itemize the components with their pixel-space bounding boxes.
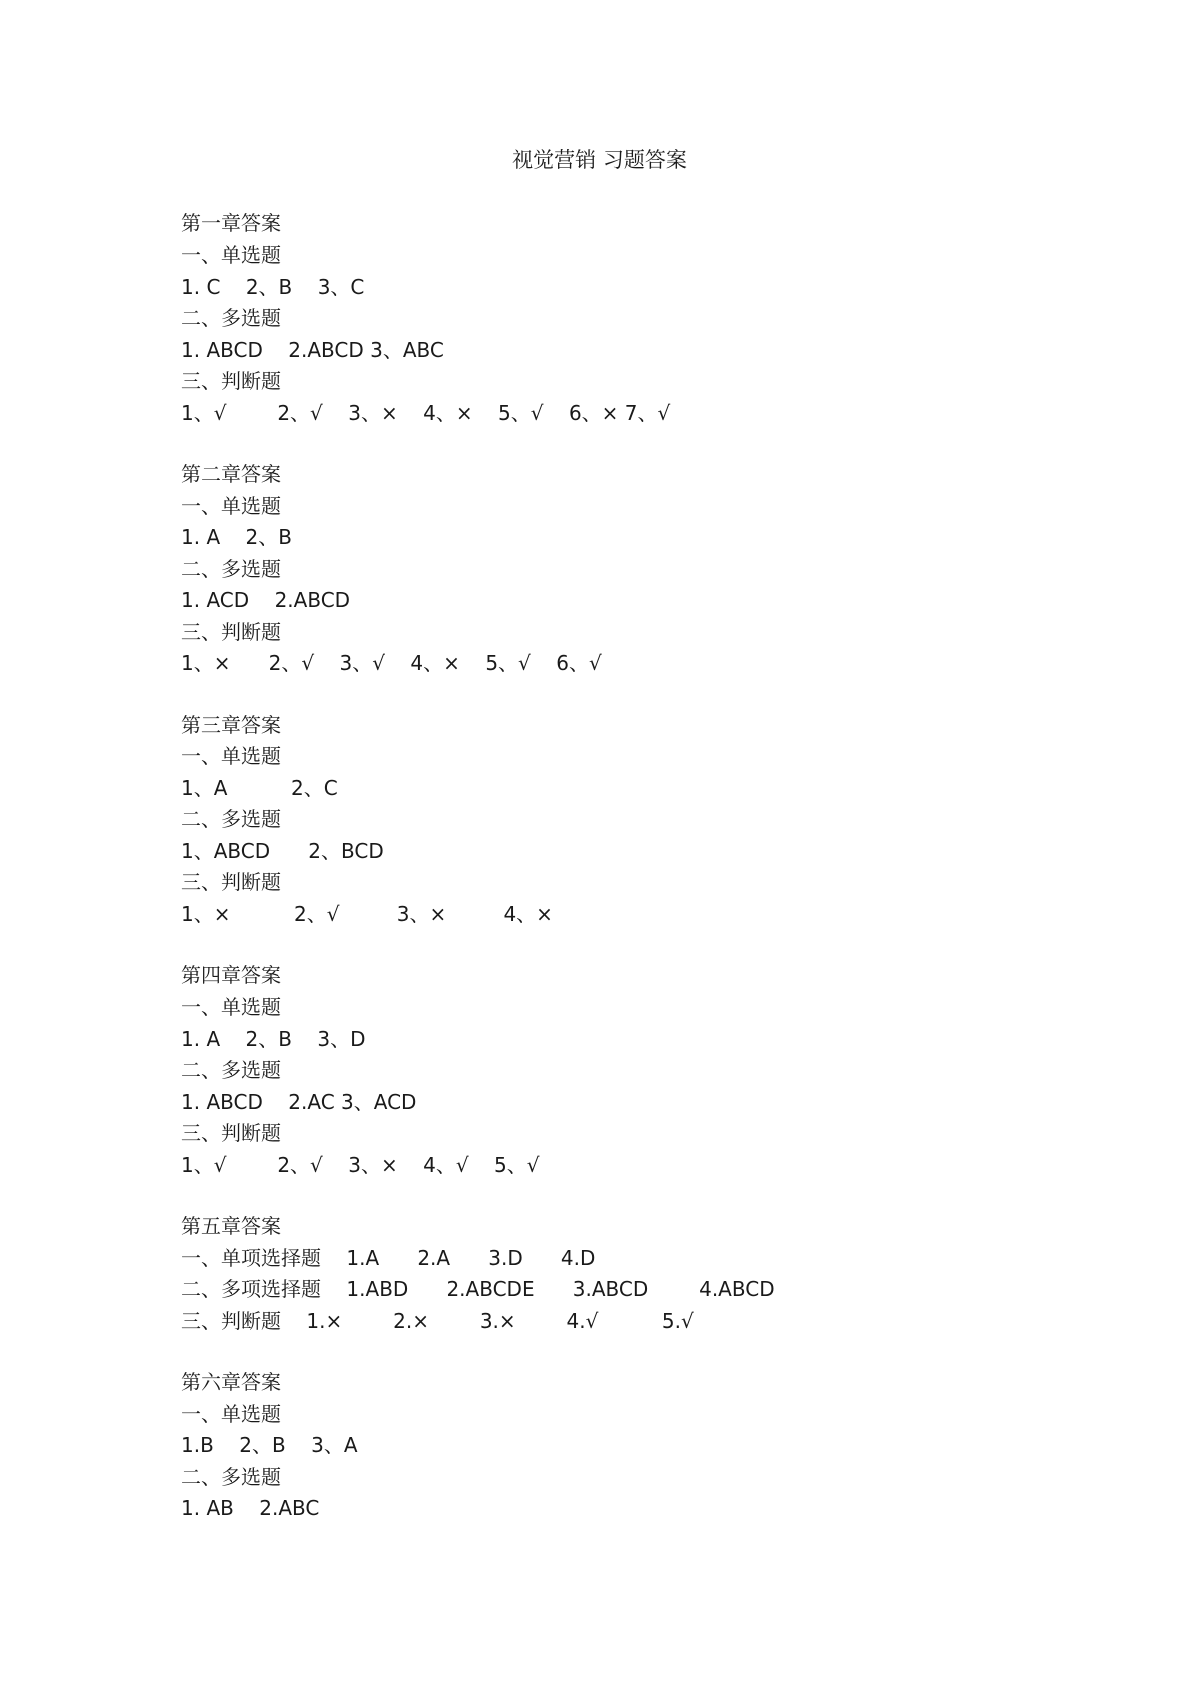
answer-line: 二、多项选择题 1.ABD 2.ABCDE 3.ABCD 4.ABCD bbox=[181, 1277, 775, 1301]
answer-line: 一、单项选择题 1.A 2.A 3.D 4.D bbox=[181, 1246, 596, 1270]
answer-line: 1、A 2、C bbox=[181, 776, 338, 800]
answer-line: 一、单选题 bbox=[181, 995, 281, 1019]
answer-line: 二、多选题 bbox=[181, 1058, 281, 1082]
answer-line: 二、多选题 bbox=[181, 807, 281, 831]
answer-line: 1. C 2、B 3、C bbox=[181, 275, 365, 299]
chapter-heading: 第一章答案 bbox=[181, 211, 281, 235]
answer-line: 一、单选题 bbox=[181, 1402, 281, 1426]
answer-line: 三、判断题 bbox=[181, 369, 281, 393]
chapter-heading: 第三章答案 bbox=[181, 713, 281, 737]
answer-line: 三、判断题 1.× 2.× 3.× 4.√ 5.√ bbox=[181, 1309, 694, 1333]
answer-line: 1、× 2、√ 3、√ 4、× 5、√ 6、√ bbox=[181, 651, 602, 675]
answer-line: 1、√ 2、√ 3、× 4、× 5、√ 6、× 7、√ bbox=[181, 401, 671, 425]
chapter-heading: 第四章答案 bbox=[181, 963, 281, 987]
answer-line: 二、多选题 bbox=[181, 557, 281, 581]
answer-line: 1. A 2、B bbox=[181, 525, 292, 549]
document-title: 视觉营销 习题答案 bbox=[512, 148, 687, 172]
chapter-heading: 第六章答案 bbox=[181, 1370, 281, 1394]
answer-line: 1、× 2、√ 3、× 4、× bbox=[181, 902, 553, 926]
chapter-heading: 第二章答案 bbox=[181, 462, 281, 486]
answer-line: 1. AB 2.ABC bbox=[181, 1496, 320, 1520]
answer-line: 1、√ 2、√ 3、× 4、√ 5、√ bbox=[181, 1153, 540, 1177]
chapter-heading: 第五章答案 bbox=[181, 1214, 281, 1238]
answer-line: 三、判断题 bbox=[181, 1121, 281, 1145]
answer-line: 1、ABCD 2、BCD bbox=[181, 839, 384, 863]
answer-line: 二、多选题 bbox=[181, 1465, 281, 1489]
answer-line: 一、单选题 bbox=[181, 494, 281, 518]
answer-line: 一、单选题 bbox=[181, 744, 281, 768]
answer-line: 一、单选题 bbox=[181, 243, 281, 267]
answer-line: 1. ABCD 2.AC 3、ACD bbox=[181, 1090, 417, 1114]
answer-line: 三、判断题 bbox=[181, 870, 281, 894]
answer-line: 1. A 2、B 3、D bbox=[181, 1027, 366, 1051]
answer-line: 三、判断题 bbox=[181, 620, 281, 644]
answer-line: 1. ACD 2.ABCD bbox=[181, 588, 351, 612]
answer-line: 二、多选题 bbox=[181, 306, 281, 330]
answer-line: 1. ABCD 2.ABCD 3、ABC bbox=[181, 338, 444, 362]
answer-line: 1.B 2、B 3、A bbox=[181, 1433, 358, 1457]
